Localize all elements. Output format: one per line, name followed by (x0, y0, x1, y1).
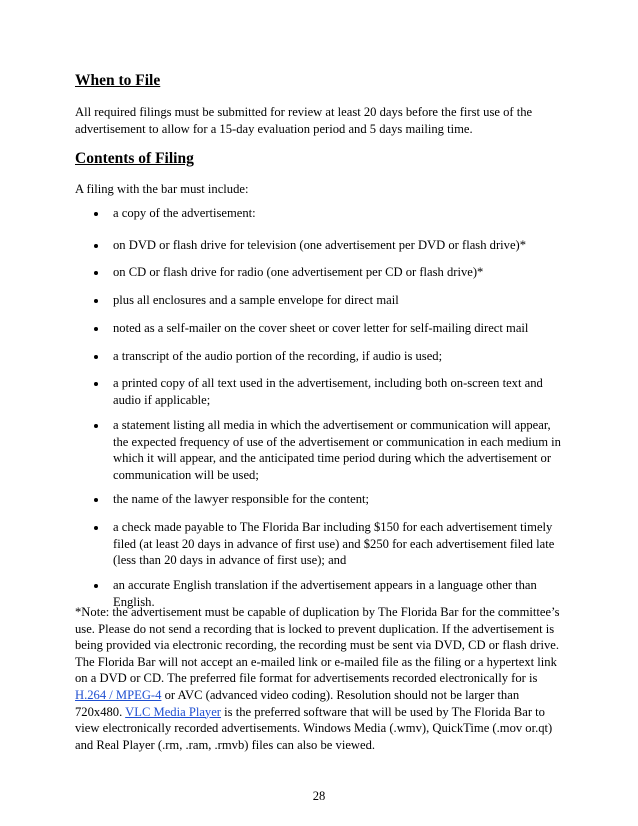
bullet-icon (94, 299, 98, 303)
list-item (113, 205, 256, 222)
heading-when-to-file: When to File (75, 72, 161, 89)
list-item-line: a transcript of the audio portion of the recording, if audio is used; (113, 349, 443, 363)
note-line: *Note: the advertisement must be capable of duplication by The Florida Bar for the committee’s (75, 605, 560, 619)
list-item-line: on DVD or flash drive for television (one advertisement per DVD or flash drive)* (113, 238, 527, 252)
list-item (113, 264, 483, 281)
list-item (113, 417, 561, 483)
bullet-icon (94, 212, 98, 216)
note-line: The Florida Bar will not accept an e-mailed link or e-mailed file as the filing or a hypertext link (75, 654, 557, 669)
bullet-icon (94, 584, 98, 588)
list-item (113, 519, 554, 569)
bullet-icon (94, 382, 98, 386)
list-item (113, 348, 442, 365)
note-line (75, 704, 560, 721)
note-line (75, 687, 560, 704)
list-item-line: a check made payable to The Florida Bar including $150 for each advertisement timely (113, 520, 553, 534)
contents-intro: A filing with the bar must include: (75, 182, 249, 196)
list-item (113, 491, 369, 508)
list-item (113, 292, 399, 309)
bullet-icon (94, 424, 98, 428)
list-item (113, 320, 528, 337)
list-item-line: the name of the lawyer responsible for the content; (113, 492, 369, 506)
list-item (113, 237, 526, 254)
list-item-line: filed (at least 20 days in advance of first use) and $250 for each advertisement filed late (113, 536, 555, 551)
vlc-media-player-link[interactable]: VLC Media Player (125, 704, 221, 719)
bullet-icon (94, 244, 98, 248)
list-item-line: (less than 20 days in advance of first use); and (113, 553, 347, 568)
list-item-line: a statement listing all media in which the advertisement or communication will appear, (113, 418, 551, 432)
note-line: being provided via electronic recording, the recording must be sent via DVD, CD or flash drive. (75, 638, 560, 653)
list-item-line: English. (113, 594, 155, 609)
note-text: 720x480. (75, 704, 126, 719)
list-item-line: the expected frequency of use of the advertisement or communication in each medium in (113, 434, 561, 449)
list-item-line: which it will appear, and the anticipated time period during which the advertisement or (113, 451, 552, 466)
bullet-icon (94, 271, 98, 275)
list-item-line: on CD or flash drive for radio (one advertisement per CD or flash drive)* (113, 265, 484, 279)
paragraph-line: All required filings must be submitted for review at least 20 days before the first use of the (75, 105, 533, 119)
when-to-file-paragraph (75, 104, 532, 137)
h264-mpeg4-link[interactable]: H.264 / MPEG-4 (75, 687, 162, 702)
list-item (113, 375, 543, 408)
paragraph-line: advertisement to allow for a 15-day evaluation period and 5 days mailing time. (75, 121, 473, 136)
note-paragraph (75, 604, 560, 753)
note-line: view electronically recorded advertisements. Windows Media (.wmv), QuickTime (.mov or.qt) (75, 721, 553, 736)
list-item-line: noted as a self-mailer on the cover sheet or cover letter for self-mailing direct mail (113, 321, 529, 335)
list-item-line: a copy of the advertisement: (113, 206, 256, 220)
bullet-icon (94, 498, 98, 502)
list-item-line: a printed copy of all text used in the advertisement, including both on-screen text and (113, 376, 543, 390)
heading-contents-of-filing: Contents of Filing (75, 150, 194, 167)
note-line: on a DVD or CD. The preferred file format for advertisements recorded electronically for is (75, 671, 538, 686)
list-item-line: communication will be used; (113, 467, 259, 482)
list-item-line: audio if applicable; (113, 392, 211, 407)
bullet-icon (94, 327, 98, 331)
list-item-line: an accurate English translation if the advertisement appears in a language other than (113, 578, 537, 592)
note-line: use. Please do not send a recording that is locked to prevent duplication. If the advertisement is (75, 621, 555, 636)
bullet-icon (94, 526, 98, 530)
bullet-icon (94, 355, 98, 359)
list-item-line: plus all enclosures and a sample envelope for direct mail (113, 293, 399, 307)
note-text: or AVC (advanced video coding). Resolution should not be larger than (161, 687, 520, 702)
page-number: 28 (312, 789, 326, 803)
note-line: and Real Player (.rm, .ram, .rmvb) files can also be viewed. (75, 737, 376, 752)
note-text: is the preferred software that will be used by The Florida Bar to (221, 704, 545, 719)
